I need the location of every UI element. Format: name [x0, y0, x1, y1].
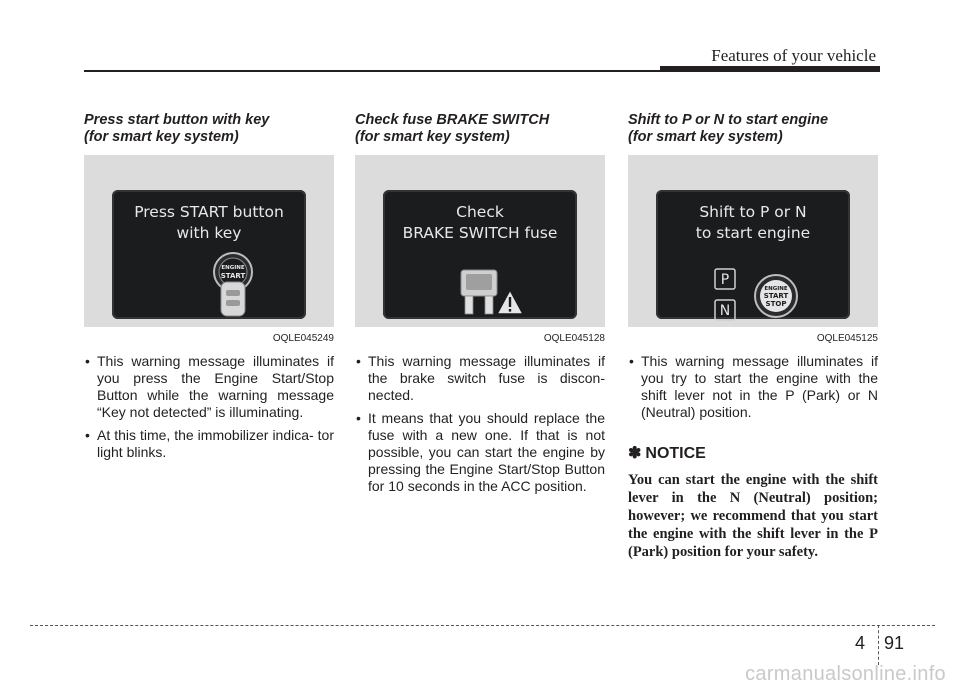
section-press-start-button	[84, 112, 334, 467]
smart-key-icon	[212, 252, 254, 318]
cluster-screen	[656, 190, 850, 319]
figure-code: OQLE045249	[272, 333, 334, 344]
svg-text:P: P	[720, 272, 730, 288]
section-title: Press start button with key (for smart key system)	[84, 112, 270, 145]
svg-text:N: N	[719, 303, 731, 319]
gear-n-icon	[714, 299, 736, 321]
svg-text:START: START	[220, 272, 246, 280]
svg-text:STOP: STOP	[765, 300, 787, 308]
figure-code: OQLE045125	[816, 333, 878, 344]
svg-text:ENGINE: ENGINE	[221, 265, 245, 271]
list-item: • It means that you should replace the fuse with a new one. If that is not possible, you can start the engine by pressing the Engine Start/Stop Button for 10 seconds in the ACC position.	[355, 410, 605, 495]
figure-cluster-display	[355, 155, 605, 344]
notice-star-icon: ✽	[628, 445, 642, 462]
list-item: • This warning message illuminates if you try to start the engine with the shift lever not in the P (Park) or N (Neutral) position.	[628, 353, 878, 421]
bullet-list	[355, 353, 605, 495]
list-item: • At this time, the immobilizer indica- tor light blinks.	[84, 427, 334, 461]
bullet-list	[628, 353, 878, 421]
notice-body: You can start the engine with the shift lever in the N (Neutral) position; however; we recommend that you start the engine with the shift lever in the P (Park) position for your safety.	[628, 472, 878, 560]
screen-message: Check BRAKE SWITCH fuse	[402, 203, 558, 242]
screen-message: Shift to P or N to start engine	[695, 203, 811, 242]
cluster-screen	[112, 190, 306, 319]
figure-code: OQLE045128	[543, 333, 605, 344]
section-shift-to-p-or-n	[628, 112, 878, 561]
list-item: • This warning message illuminates if you press the Engine Start/Stop Button while the warning message “Key not detected” is illuminating.	[84, 353, 334, 421]
footer-divider	[30, 625, 935, 626]
warning-triangle-icon	[495, 288, 525, 316]
figure-cluster-display	[84, 155, 334, 344]
cluster-screen	[383, 190, 577, 319]
watermark: carmanualsonline.info	[745, 663, 946, 685]
list-item: • This warning message illuminates if the brake switch fuse is discon- nected.	[355, 353, 605, 404]
page-number: 91	[884, 633, 905, 653]
page-header-title: Features of your vehicle	[711, 46, 876, 65]
gear-p-icon	[714, 268, 736, 290]
engine-start-stop-button-icon	[754, 274, 798, 318]
bullet-list	[84, 353, 334, 461]
section-title: Check fuse BRAKE SWITCH (for smart key system)	[355, 112, 550, 145]
figure-cluster-display	[628, 155, 878, 344]
screen-message: Press START button with key	[134, 203, 284, 242]
notice-heading: ✽ NOTICE	[628, 445, 706, 462]
section-check-fuse	[355, 112, 605, 501]
svg-text:ENGINE: ENGINE	[764, 286, 788, 292]
svg-text:START: START	[763, 292, 789, 300]
section-title: Shift to P or N to start engine (for smart key system)	[628, 112, 829, 145]
footer-page-separator	[878, 625, 879, 665]
chapter-number: 4	[855, 633, 866, 653]
header-divider-accent	[660, 66, 880, 72]
